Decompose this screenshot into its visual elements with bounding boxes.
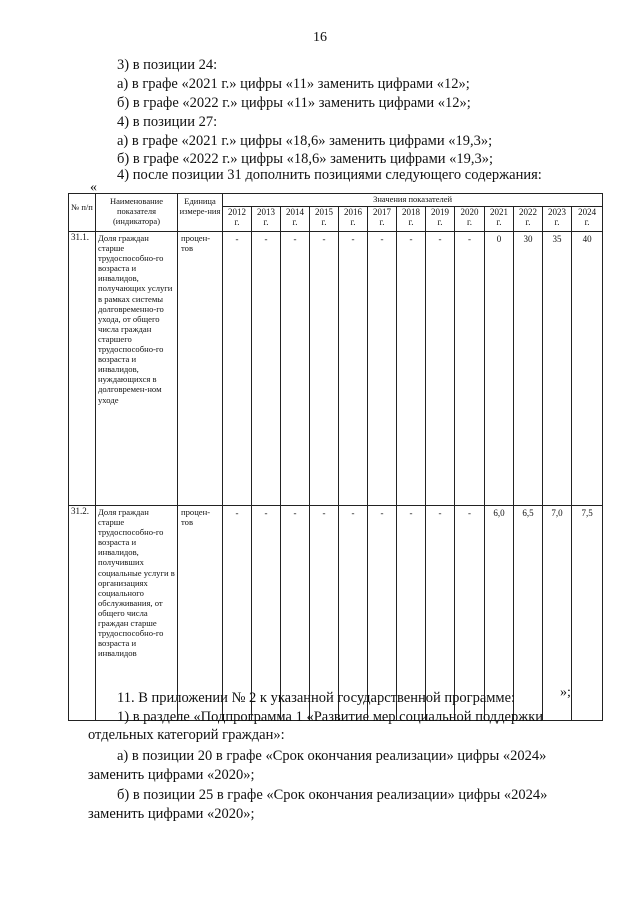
value-cell: - [339, 506, 368, 721]
year-2019: 2019 г. [426, 207, 455, 232]
value-cell: - [426, 232, 455, 506]
value-cell: 6,5 [514, 506, 543, 721]
year-2020: 2020 г. [455, 207, 485, 232]
value-cell: - [368, 232, 397, 506]
value-cell: 0 [485, 232, 514, 506]
open-quote: « [90, 180, 97, 195]
outro-line: 1) в разделе «Подпрограмма 1 «Развитие мер социальной поддержки [117, 709, 544, 725]
value-cell: - [281, 232, 310, 506]
row-number: 31.1. [69, 232, 96, 506]
value-cell: - [339, 232, 368, 506]
outro-line: 11. В приложении № 2 к указанной государственной программе: [117, 690, 516, 706]
header-unit: Единица измере-ния [178, 194, 223, 232]
value-cell: 7,5 [572, 506, 603, 721]
year-2017: 2017 г. [368, 207, 397, 232]
close-quote: »; [560, 685, 571, 700]
year-2013: 2013 г. [252, 207, 281, 232]
outro-line: заменить цифрами «2020»; [88, 806, 255, 822]
year-2022: 2022 г. [514, 207, 543, 232]
intro-line: а) в графе «2021 г.» цифры «18,6» заменить цифрами «19,3»; [117, 133, 493, 149]
intro-line: 4) в позиции 27: [117, 114, 218, 130]
value-cell: - [281, 506, 310, 721]
header-name: Наименование показателя (индикатора) [96, 194, 178, 232]
year-2015: 2015 г. [310, 207, 339, 232]
outro-line: отдельных категорий граждан»: [88, 727, 285, 743]
table-row [69, 232, 603, 506]
value-cell: 30 [514, 232, 543, 506]
year-2024: 2024 г. [572, 207, 603, 232]
indicators-table [68, 193, 603, 721]
year-2023: 2023 г. [543, 207, 572, 232]
value-cell: - [223, 506, 252, 721]
value-cell: 7,0 [543, 506, 572, 721]
page-number: 16 [313, 30, 327, 45]
year-2021: 2021 г. [485, 207, 514, 232]
header-num: № п/п [69, 194, 96, 232]
value-cell: - [368, 506, 397, 721]
outro-line: заменить цифрами «2020»; [88, 767, 255, 783]
indicator-unit: процен-тов [178, 506, 223, 721]
value-cell: 40 [572, 232, 603, 506]
year-2014: 2014 г. [281, 207, 310, 232]
year-2018: 2018 г. [397, 207, 426, 232]
value-cell: - [426, 506, 455, 721]
table-row [69, 506, 603, 721]
outro-line: б) в позиции 25 в графе «Срок окончания реализации» цифры «2024» [117, 787, 548, 803]
indicator-name: Доля граждан старше трудоспособно-го возраста и инвалидов, получающих услуги в рамках системы долговременно-го ухода, от общего числа граждан старшего трудоспособно-го возраста и инвалидов, нуждающихся в долговремен-ном уходе [96, 232, 178, 506]
value-cell: - [310, 506, 339, 721]
indicator-unit: процен-тов [178, 232, 223, 506]
value-cell: - [252, 506, 281, 721]
intro-line: б) в графе «2022 г.» цифры «18,6» заменить цифрами «19,3»; [117, 151, 494, 167]
value-cell: 35 [543, 232, 572, 506]
value-cell: - [223, 232, 252, 506]
value-cell: - [455, 506, 485, 721]
intro-line: б) в графе «2022 г.» цифры «11» заменить цифрами «12»; [117, 95, 471, 111]
value-cell: - [397, 232, 426, 506]
value-cell: - [310, 232, 339, 506]
value-cell: - [397, 506, 426, 721]
value-cell: - [455, 232, 485, 506]
row-number: 31.2. [69, 506, 96, 721]
outro-line: а) в позиции 20 в графе «Срок окончания реализации» цифры «2024» [117, 748, 547, 764]
intro-line: а) в графе «2021 г.» цифры «11» заменить цифрами «12»; [117, 76, 470, 92]
header-values: Значения показателей [223, 194, 603, 207]
year-2012: 2012 г. [223, 207, 252, 232]
intro-line: 4) после позиции 31 дополнить позициями следующего содержания: [117, 167, 542, 183]
value-cell: - [252, 232, 281, 506]
year-2016: 2016 г. [339, 207, 368, 232]
indicator-name: Доля граждан старше трудоспособно-го возраста и инвалидов, получивших социальные услуги в организациях социального обслуживания, от общего числа граждан старше трудоспособно-го возраста и инвалидов [96, 506, 178, 721]
intro-line: 3) в позиции 24: [117, 57, 218, 73]
value-cell: 6,0 [485, 506, 514, 721]
